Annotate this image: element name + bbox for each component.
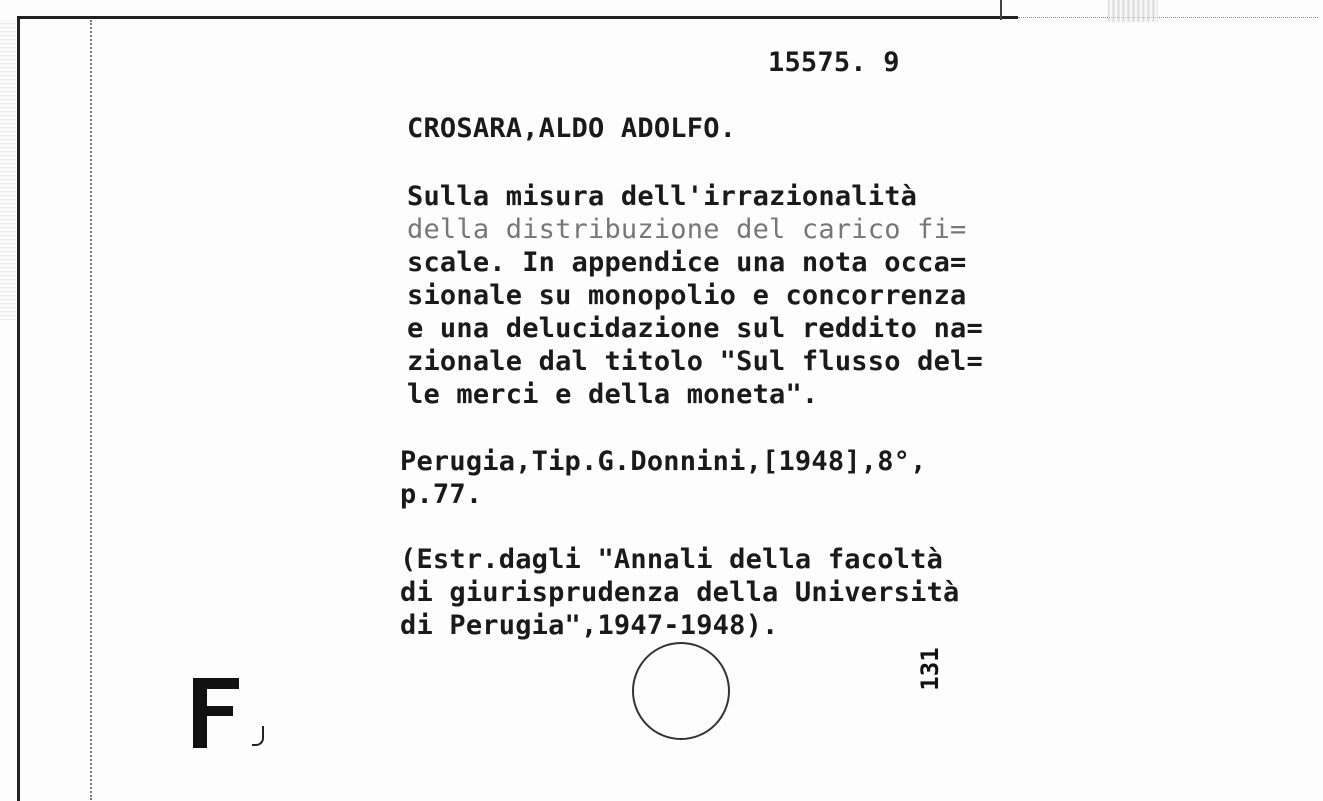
title-block	[407, 180, 983, 411]
title-line: Sulla misura dell'irrazionalità	[407, 181, 918, 212]
pen-hook-mark	[252, 726, 264, 746]
card-top-edge-faint	[1018, 17, 1318, 19]
author-heading: CROSARA,ALDO ADOLFO.	[407, 113, 737, 144]
title-line: e una delucidazione sul reddito na=	[407, 313, 983, 344]
side-number: 131	[916, 647, 944, 691]
title-line: le merci e della moneta".	[407, 379, 819, 410]
imprint-block	[400, 445, 927, 511]
imprint-line: Perugia,Tip.G.Donnini,[1948],8°,	[400, 446, 927, 477]
note-line: di Perugia",1947-1948).	[400, 610, 779, 641]
note-block	[400, 543, 959, 642]
stamp-f-top-bar	[193, 678, 239, 689]
imprint-line: p.77.	[400, 479, 483, 510]
title-line: sionale su monopolio e concorrenza	[407, 280, 967, 311]
card-top-edge	[18, 16, 1018, 19]
note-line: (Estr.dagli "Annali della facoltà	[400, 544, 944, 575]
stamp-f-mark	[193, 678, 241, 748]
title-line: zionale dal titolo "Sul flusso del=	[407, 346, 983, 377]
scan-edge-noise	[0, 20, 16, 320]
punch-hole-circle	[632, 642, 730, 740]
card-left-edge	[17, 16, 20, 801]
top-tick-mark	[1000, 0, 1002, 20]
title-line: della distribuzione del carico fi=	[407, 214, 967, 245]
corner-smudge	[1108, 0, 1158, 22]
stamp-f-mid-bar	[193, 706, 233, 716]
title-line: scale. In appendice una nota occa=	[407, 247, 967, 278]
note-line: di giurisprudenza della Università	[400, 577, 960, 608]
call-number: 15575. 9	[768, 47, 900, 78]
margin-dotted-line	[90, 20, 94, 800]
